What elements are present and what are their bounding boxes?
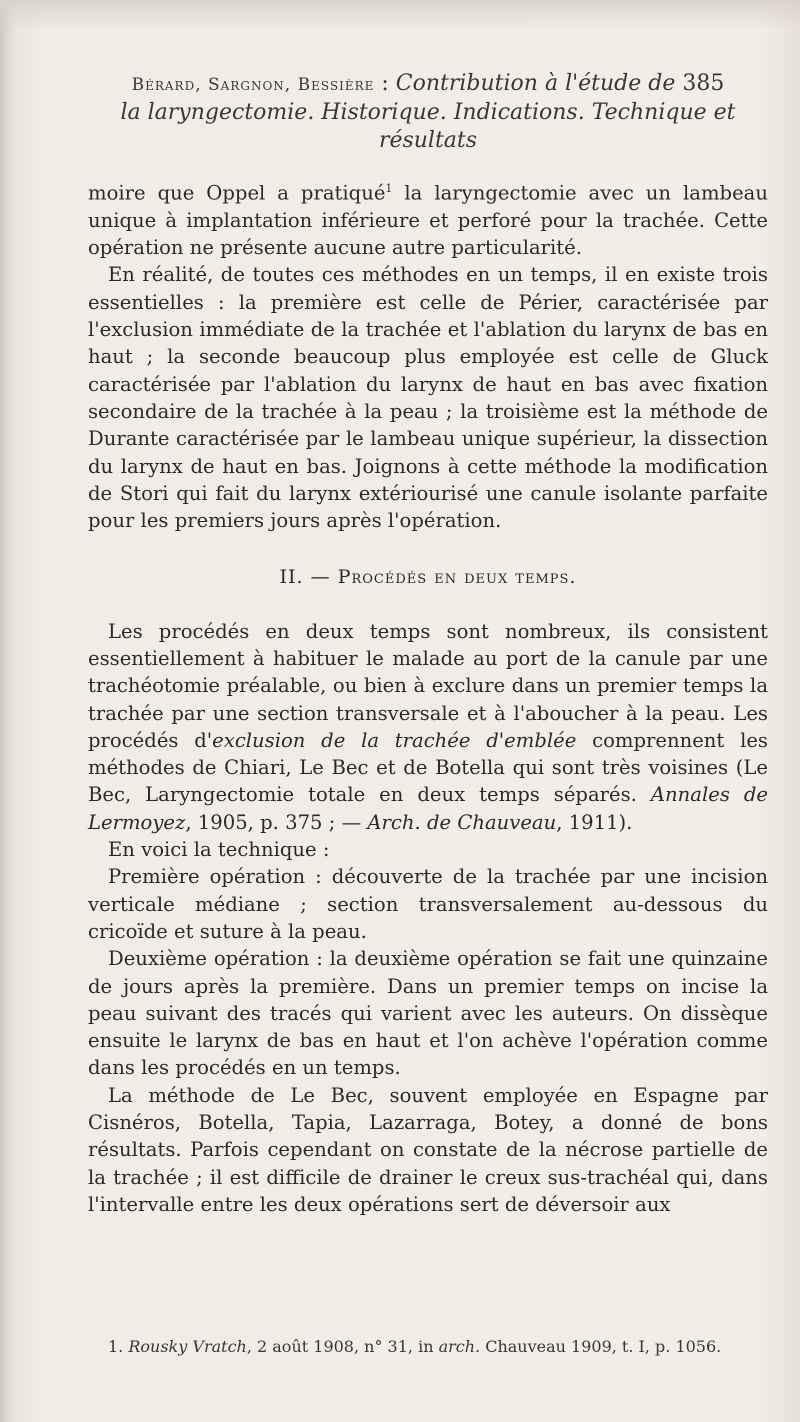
running-head-line-2: la laryngectomie. Historique. Indications. Technique et bbox=[120, 100, 736, 125]
paragraph: moire que Oppel a pratiqué$^1$ la laryngectomie avec un lambeau unique à implantation inférieure et perforé pour la trachée. Cette opération ne présente aucune autre particularité. bbox=[88, 181, 768, 260]
body-text bbox=[88, 175, 768, 1218]
running-head-line-1: Bérard, Sargnon, Bessière : Contribution à l'étude de 385 bbox=[131, 71, 725, 96]
running-head-title: Contribution à l'étude de bbox=[395, 71, 676, 96]
page-edge-shadow bbox=[0, 0, 800, 30]
section-heading: II. — Procédés en deux temps. bbox=[279, 566, 577, 589]
page-number: 385 bbox=[682, 71, 725, 96]
footnote-ref: 1 bbox=[385, 182, 393, 195]
running-head-authors: Bérard, Sargnon, Bessière bbox=[131, 75, 375, 95]
paragraph: En voici la technique : bbox=[108, 838, 330, 862]
running-head bbox=[88, 70, 768, 155]
paragraph: La méthode de Le Bec, souvent employée en Espagne par Cisnéros, Botella, Tapia, Lazarraga, Botey, a donné de bons résultats. Parfois cependant on constate de la nécrose partielle de la trachée ; il est difficile de drainer le creux sus-trachéal qui, dans l'intervalle entre les deux opérations sert de déversoir aux bbox=[88, 1083, 768, 1216]
running-head-line-3: résultats bbox=[378, 128, 478, 153]
paragraph: Deuxième opération : la deuxième opération se fait une quinzaine de jours après la première. Dans un premier temps on incise la peau suivant des tracés qui varient avec les auteurs. On dissèque ensuite le larynx de bas en haut et l'on achève l'opération comme dans les procédés en un temps. bbox=[88, 947, 768, 1080]
paragraph: Première opération : découverte de la trachée par une incision verticale médiane ; section transversalement au-dessous du cricoïde et suture à la peau. bbox=[88, 865, 768, 943]
paragraph: Les procédés en deux temps sont nombreux, ils consistent essentiellement à habituer le malade au port de la canule par une trachéotomie préalable, ou bien à exclure dans un premier temps la trachée par une section transversale et à l'aboucher à la peau. Les procédés d'exclusion de la trachée d'emblée comprennent les méthodes de Chiari, Le Bec et de Botella qui sont très voisines (Le Bec, Laryngectomie totale en deux temps séparés. Annales de Lermoyez, 1905, p. 375 ; — Arch. de Chauveau, 1911). bbox=[88, 619, 768, 834]
footnote: 1. Rousky Vratch, 2 août 1908, n° 31, in arch. Chauveau 1909, t. I, p. 1056. bbox=[108, 1337, 722, 1356]
paragraph: En réalité, de toutes ces méthodes en un temps, il en existe trois essentielles : la première est celle de Périer, caractérisée par l'exclusion immédiate de la trachée et l'ablation du larynx de bas en haut ; la seconde beaucoup plus employée est celle de Gluck caractérisée par l'ablation du larynx de haut en bas avec fixation secondaire de la trachée à la peau ; la troisième est la méthode de Durante caractérisée par le lambeau unique supérieur, la dissection du larynx de haut en bas. Joignons à cette méthode la modification de Stori qui fait du larynx extériourisé une canule isolante parfaite pour les premiers jours après l'opération. bbox=[88, 263, 768, 533]
